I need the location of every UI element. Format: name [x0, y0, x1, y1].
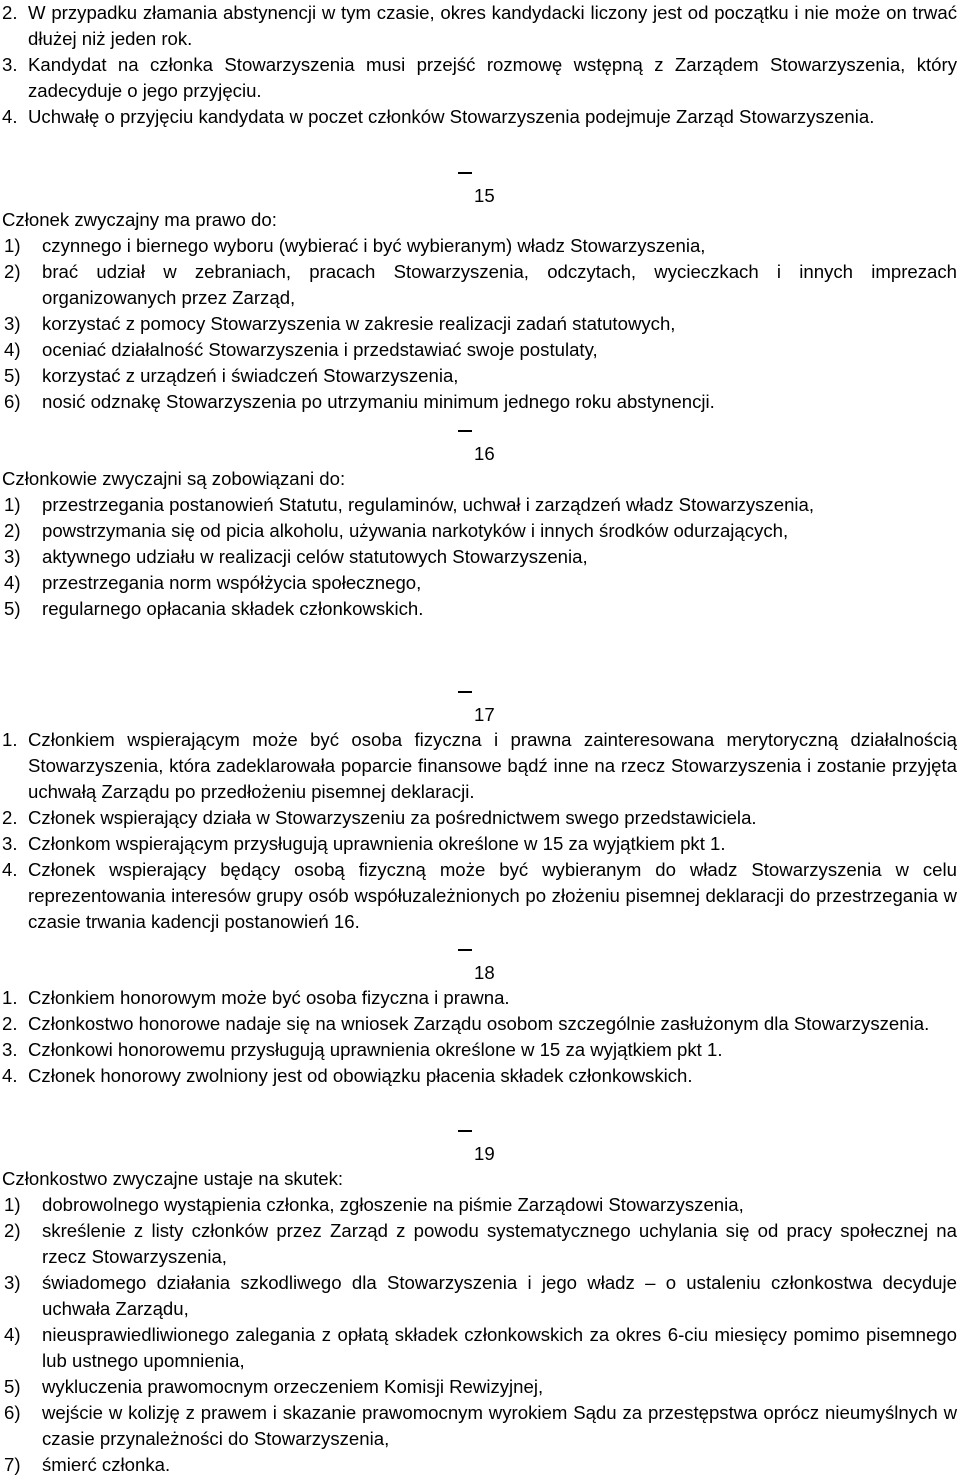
rule-number: 3. — [2, 54, 18, 75]
rule-text: W przypadku złamania abstynencji w tym czasie, okres kandydacki liczony jest od początku i nie może on trwać dłużej niż jeden rok. — [28, 2, 957, 49]
rule-item — [2, 104, 957, 130]
rule-item — [2, 805, 957, 831]
section-19 — [2, 1166, 957, 1478]
rule-number: 1. — [2, 729, 18, 750]
list-item — [2, 389, 957, 415]
item-number: 2) — [4, 520, 21, 541]
rule-item — [2, 985, 957, 1011]
rule-text: Kandydat na członka Stowarzyszenia musi przejść rozmowę wstępną z Zarządem Stowarzyszenia, który zadecyduje o jego przyjęciu. — [28, 54, 957, 101]
list-item — [2, 544, 957, 570]
section-number: 18 — [474, 962, 495, 983]
item-text: skreślenie z listy członków przez Zarząd z powodu systematycznego uchylania się od pracy społecznej na rzecz Stowarzyszenia, — [42, 1220, 957, 1267]
section-number: 19 — [474, 1143, 495, 1164]
list-item — [2, 311, 957, 337]
section-list — [2, 1192, 957, 1478]
section-number: 15 — [474, 185, 495, 206]
section-intro: Członkowie zwyczajni są zobowiązani do: — [2, 468, 346, 489]
rule-text: Członek wspierający działa w Stowarzyszeniu za pośrednictwem swego przedstawiciela. — [28, 807, 757, 828]
rule-item — [2, 1037, 957, 1063]
rule-text: Członkiem honorowym może być osoba fizyczna i prawna. — [28, 987, 510, 1008]
item-text: powstrzymania się od picia alkoholu, używania narkotyków i innych środków odurzających, — [42, 520, 789, 541]
list-item — [2, 1270, 957, 1322]
section-mark-icon — [458, 691, 474, 711]
rule-number: 4. — [2, 859, 18, 880]
list-item — [2, 1322, 957, 1374]
item-number: 6) — [4, 1402, 21, 1423]
item-number: 1) — [4, 494, 21, 515]
intro-rules — [2, 0, 957, 130]
item-text: śmierć członka. — [42, 1454, 171, 1475]
section-17-heading — [458, 701, 495, 728]
section-17 — [2, 727, 957, 935]
list-item — [2, 570, 957, 596]
item-number: 5) — [4, 365, 21, 386]
item-number: 5) — [4, 1376, 21, 1397]
list-item — [2, 337, 957, 363]
rule-text: Członek honorowy zwolniony jest od obowiązku płacenia składek członkowskich. — [28, 1065, 693, 1086]
item-text: aktywnego udziału w realizacji celów statutowych Stowarzyszenia, — [42, 546, 588, 567]
item-number: 2) — [4, 261, 21, 282]
item-text: brać udział w zebraniach, pracach Stowarzyszenia, odczytach, wycieczkach i innych imprezach organizowanych przez Zarząd, — [42, 261, 957, 308]
item-text: korzystać z urządzeń i świadczeń Stowarzyszenia, — [42, 365, 459, 386]
section-list — [2, 492, 957, 622]
item-number: 1) — [4, 1194, 21, 1215]
item-text: wejście w kolizję z prawem i skazanie prawomocnym wyrokiem Sądu za przestępstwa oprócz nieumyślnych w czasie przynależności do Stowarzyszenia, — [42, 1402, 957, 1449]
rule-text: Członkiem wspierającym może być osoba fizyczna i prawna zainteresowana merytoryczną działalnością Stowarzyszenia, która zadeklarowała poparcie finansowe bądź inne na rzecz Stowarzyszenia i zostanie przyjęta uchwałą Zarządu po przedłożeniu pisemnej deklaracji. — [28, 729, 957, 802]
rule-item — [2, 831, 957, 857]
section-mark-icon — [458, 172, 474, 192]
list-item — [2, 1374, 957, 1400]
section-18-heading — [458, 959, 495, 986]
rule-number: 2. — [2, 1013, 18, 1034]
rule-item — [2, 1063, 957, 1089]
rule-number: 1. — [2, 987, 18, 1008]
list-item — [2, 518, 957, 544]
rule-text: Członkom wspierającym przysługują uprawnienia określone w 15 za wyjątkiem pkt 1. — [28, 833, 726, 854]
rule-text: Członek wspierający będący osobą fizyczną może być wybieranym do władz Stowarzyszenia w celu reprezentowania interesów grupy osób współuzależnionych po złożeniu pisemnej deklaracji do przestrzegania w czasie trwania kadencji postanowień 16. — [28, 859, 957, 932]
item-text: oceniać działalność Stowarzyszenia i przedstawiać swoje postulaty, — [42, 339, 598, 360]
rule-number: 2. — [2, 807, 18, 828]
item-text: świadomego działania szkodliwego dla Stowarzyszenia i jego władz – o ustaleniu członkostwa decyduje uchwała Zarządu, — [42, 1272, 957, 1319]
item-text: korzystać z pomocy Stowarzyszenia w zakresie realizacji zadań statutowych, — [42, 313, 676, 334]
item-number: 4) — [4, 572, 21, 593]
section-number: 16 — [474, 443, 495, 464]
rule-number: 2. — [2, 2, 18, 23]
rule-text: Członkostwo honorowe nadaje się na wniosek Zarządu osobom szczególnie zasłużonym dla Stowarzyszenia. — [28, 1013, 930, 1034]
item-number: 6) — [4, 391, 21, 412]
item-text: przestrzegania postanowień Statutu, regulaminów, uchwał i zarządzeń władz Stowarzyszenia, — [42, 494, 815, 515]
list-item — [2, 492, 957, 518]
rule-number: 4. — [2, 106, 18, 127]
section-18 — [2, 985, 957, 1089]
item-number: 3) — [4, 313, 21, 334]
rule-text: Uchwałę o przyjęciu kandydata w poczet członków Stowarzyszenia podejmuje Zarząd Stowarzyszenia. — [28, 106, 875, 127]
item-number: 1) — [4, 235, 21, 256]
list-item — [2, 596, 957, 622]
rule-text: Członkowi honorowemu przysługują uprawnienia określone w 15 za wyjątkiem pkt 1. — [28, 1039, 723, 1060]
item-text: czynnego i biernego wyboru (wybierać i być wybieranym) władz Stowarzyszenia, — [42, 235, 706, 256]
section-16-heading — [458, 440, 495, 467]
item-text: wykluczenia prawomocnym orzeczeniem Komisji Rewizyjnej, — [42, 1376, 544, 1397]
item-number: 5) — [4, 598, 21, 619]
list-item — [2, 259, 957, 311]
item-number: 4) — [4, 1324, 21, 1345]
item-text: przestrzegania norm współżycia społecznego, — [42, 572, 422, 593]
section-intro: Członek zwyczajny ma prawo do: — [2, 209, 277, 230]
list-item — [2, 1192, 957, 1218]
section-15-heading — [458, 182, 495, 209]
section-mark-icon — [458, 949, 474, 969]
section-15 — [2, 207, 957, 415]
list-item — [2, 233, 957, 259]
section-19-heading — [458, 1140, 495, 1167]
item-text: regularnego opłacania składek członkowskich. — [42, 598, 424, 619]
item-number: 3) — [4, 1272, 21, 1293]
rule-item — [2, 52, 957, 104]
rule-number: 3. — [2, 833, 18, 854]
item-number: 3) — [4, 546, 21, 567]
section-number: 17 — [474, 704, 495, 725]
list-item — [2, 1400, 957, 1452]
item-number: 4) — [4, 339, 21, 360]
list-item — [2, 363, 957, 389]
section-16 — [2, 466, 957, 622]
rule-item — [2, 0, 957, 52]
rule-item — [2, 857, 957, 935]
rule-item — [2, 727, 957, 805]
section-mark-icon — [458, 430, 474, 450]
item-number: 2) — [4, 1220, 21, 1241]
section-intro: Członkostwo zwyczajne ustaje na skutek: — [2, 1168, 344, 1189]
section-mark-icon — [458, 1130, 474, 1150]
rule-number: 4. — [2, 1065, 18, 1086]
item-number: 7) — [4, 1454, 21, 1475]
item-text: nosić odznakę Stowarzyszenia po utrzymaniu minimum jednego roku abstynencji. — [42, 391, 715, 412]
section-list — [2, 233, 957, 415]
rule-item — [2, 1011, 957, 1037]
rule-number: 3. — [2, 1039, 18, 1060]
list-item — [2, 1218, 957, 1270]
list-item — [2, 1452, 957, 1478]
item-text: dobrowolnego wystąpienia członka, zgłoszenie na piśmie Zarządowi Stowarzyszenia, — [42, 1194, 744, 1215]
item-text: nieusprawiedliwionego zalegania z opłatą składek członkowskich za okres 6-ciu miesięcy pomimo pisemnego lub ustnego upomnienia, — [42, 1324, 957, 1371]
